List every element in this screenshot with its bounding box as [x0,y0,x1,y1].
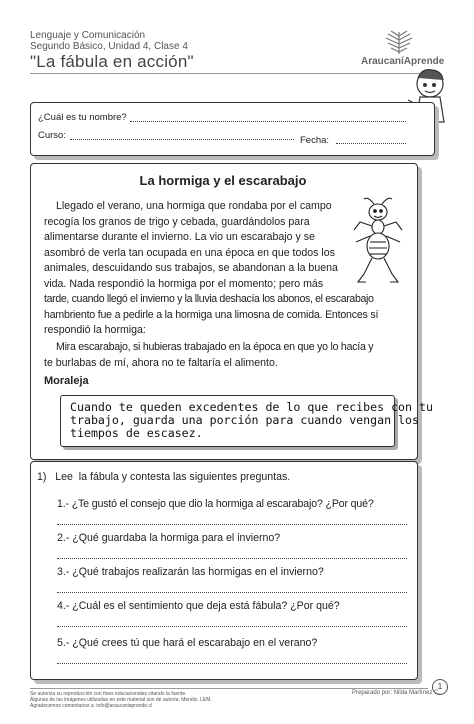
answer-line-3[interactable] [57,592,407,593]
ant-icon [348,196,410,290]
header-rule [30,73,428,74]
footer-line: Algunas de las imágenes utilizadas en este material son de autoría: Mendiz. LEM. [30,697,212,703]
question-4: 4.- ¿Cuál es el sentimiento que deja está fábula? ¿Por qué? [57,600,340,612]
question-2: 2.- ¿Qué guardaba la hormiga para el invierno? [57,532,281,544]
answer-line-1[interactable] [57,524,407,525]
footer-line: Agradecemos comentarios a: info@araucaniaprende.cl [30,703,153,709]
question-3: 3.- ¿Qué trabajos realizarán las hormigas en el invierno? [57,566,324,578]
story-line: animales, descuidando sus trabajos, se abandonan a la buena [44,262,338,274]
story-line: recogía los granos de trigo y cebada, guardándolos para [44,215,310,228]
story-line: Llegado el verano, una hormiga que rondaba por el campo [56,200,332,212]
student-info-box [30,102,435,156]
story-line: asombró de verla tan ocupada en una época en que todos los [44,246,335,259]
story-title: La hormiga y el escarabajo [139,173,307,188]
grade-label: Segundo Básico, Unidad 4, Clase 4 [30,41,188,52]
date-label: Fecha: [300,135,330,146]
course-label: Curso: [38,130,66,141]
activity-instruction: 1) Lee la fábula y contesta las siguientes preguntas. [37,471,291,483]
moral-label: Moraleja [44,375,89,387]
subject-label: Lenguaje y Comunicación [30,30,146,41]
story-line: tarde, cuando llegó el invierno y la lluvia deshacía los abonos, el escarabajo [44,293,374,305]
story-line: hambriento fue a pedirle a la hormiga una limosna de comida. Entonces sí [44,308,379,321]
story-line: respondió la hormiga: [44,324,146,336]
answer-line-2[interactable] [57,558,407,559]
footer-line: Se autoriza su reproducción con fines educacionales citando la fuente. [30,691,187,697]
moral-line: trabajo, guarda una porción para cuando vengan los [70,413,420,427]
page-title: "La fábula en acción" [30,52,194,71]
prepared-by: Preparado por: Nilda Martínez C. [352,690,441,696]
moral-line: Cuando te queden excedentes de lo que recibes con tu [70,400,433,414]
moral-line: tiempos de escasez. [70,426,203,440]
name-field[interactable] [130,121,406,122]
name-label: ¿Cuál es tu nombre? [38,112,127,123]
page-number: 1 [432,679,448,695]
question-5: 5.- ¿Qué crees tú que hará el escarabajo en el verano? [57,637,318,649]
story-line: alimentarse durante el invierno. La vio un escarabajo y se [44,231,315,243]
footer-rule [30,688,428,689]
story-line: Mira escarabajo, si hubieras trabajado en la época en que yo lo hacía y [56,341,374,353]
story-line: te burlabas de mí, ahora no te faltaría el alimento. [44,356,278,369]
brand-logo [364,30,434,56]
answer-line-5[interactable] [57,663,407,664]
course-field[interactable] [70,139,294,140]
answer-line-4[interactable] [57,626,407,627]
story-line: vida. Nada respondió la hormiga por el momento; pero más [44,277,324,290]
date-field[interactable] [336,143,406,144]
brand-name: AraucaníAprende [361,56,445,67]
question-1: 1.- ¿Te gustó el consejo que dio la hormiga al escarabajo? ¿Por qué? [57,498,374,510]
